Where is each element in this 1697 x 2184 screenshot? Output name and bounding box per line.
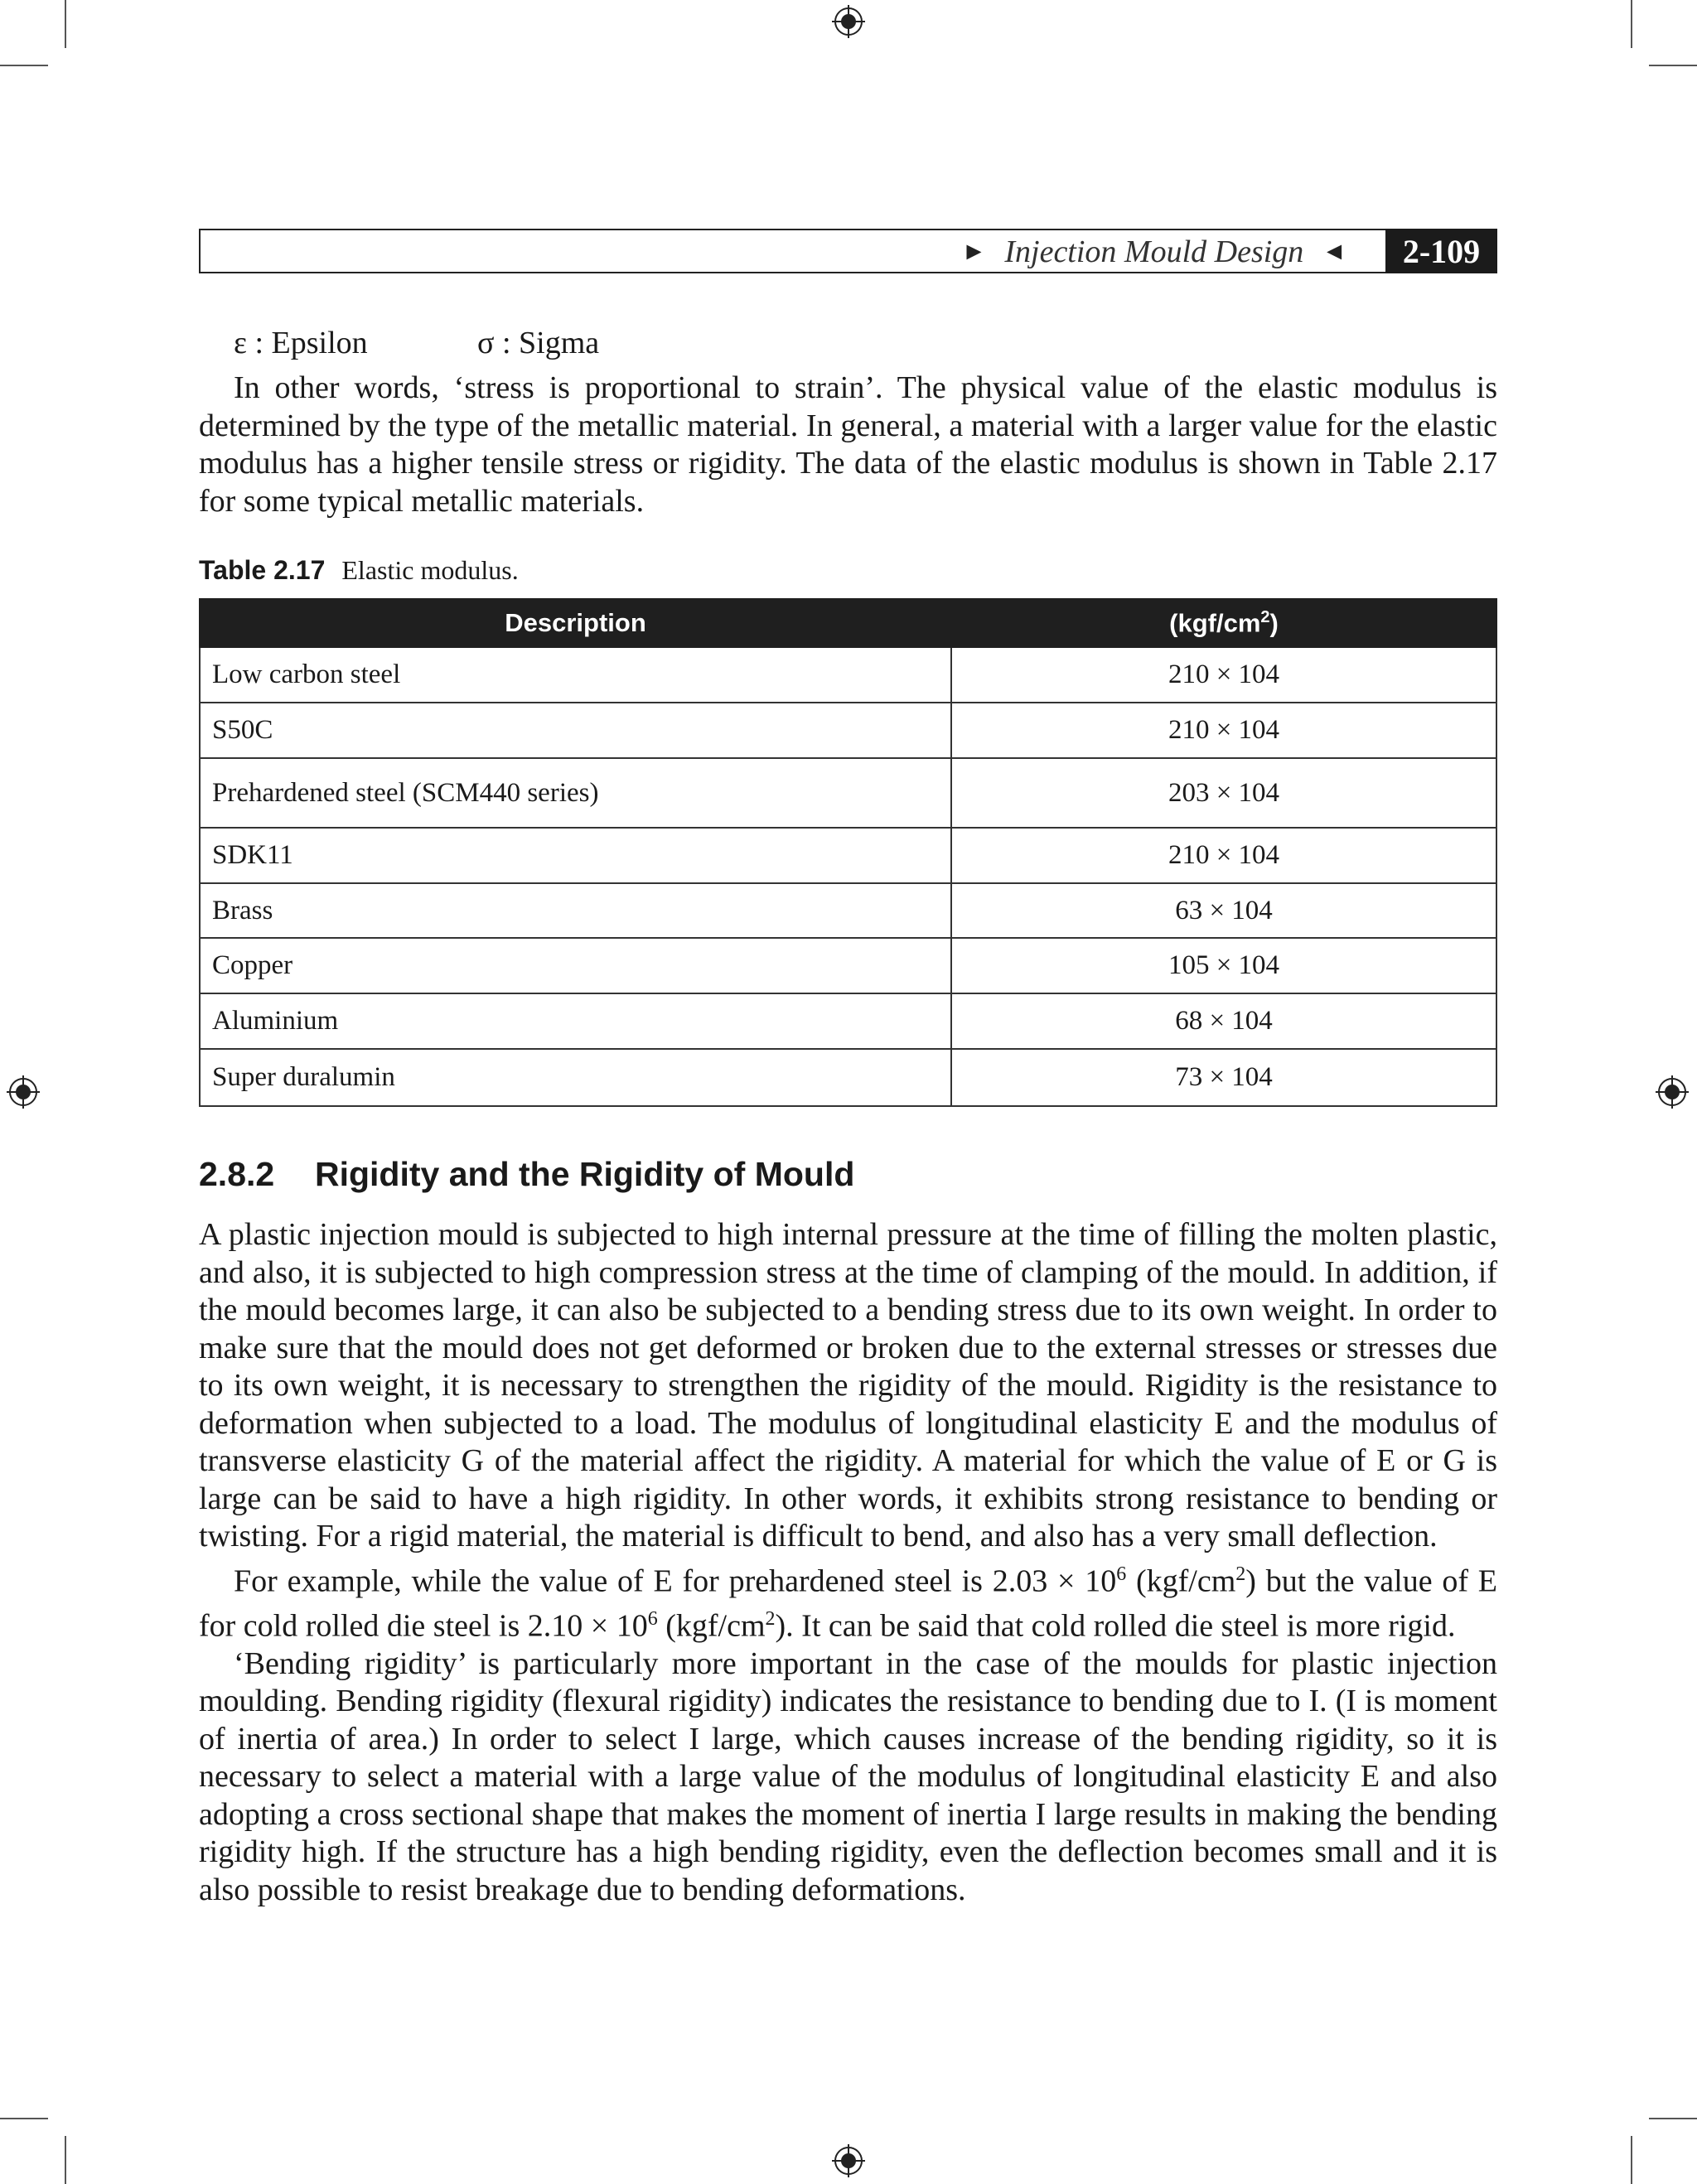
crop-mark [1649,65,1697,66]
row-description: Prehardened steel (SCM440 series) [200,758,951,828]
book-title: Injection Mould Design [1004,234,1304,269]
right-arrow-icon: ► [961,238,987,265]
row-description: Low carbon steel [200,647,951,703]
row-description: SDK11 [200,828,951,883]
crop-mark [1631,2136,1632,2184]
registration-mark-icon [7,1075,40,1109]
sigma-definition: σ : Sigma [477,326,600,360]
elastic-modulus-table [199,598,1497,1107]
section-heading [199,1155,1497,1194]
registration-mark-icon [1656,1075,1689,1109]
table-row [200,993,1496,1049]
row-description: Aluminium [200,993,951,1049]
running-header [199,229,1497,273]
row-value: 203 × 104 [951,758,1496,828]
crop-mark [65,0,66,48]
crop-mark [1649,2118,1697,2119]
paragraph-rigidity: A plastic injection mould is subjected to high internal pressure at the time of filling the molten plastic, and also, it is subjected to high compression stress at the time of clamping of the mould. In addition, if the mould becomes large, it can also be subjected to a bending stress due to its own weight. In order to make sure that the mould does not get deformed or broken due to the external stresses or stresses due to its own weight, it is necessary to strengthen the rigidity of the mould. Rigidity is the resistance to deformation when subjected to a load. The modulus of longitudinal elasticity E and the modulus of transverse elasticity G of the material affect the rigidity. A material for which the value of E or G is large can be said to have a high rigidity. In other words, it exhibits strong resistance to bending or twisting. For a rigid material, the material is difficult to bend, and also has a very small deflection. [199,1217,1497,1553]
page-number: 2-109 [1385,229,1497,273]
row-value: 210 × 104 [951,828,1496,883]
table-row [200,883,1496,938]
row-value: 210 × 104 [951,703,1496,758]
section-body [199,1216,1497,1909]
paragraph-bending-rigidity: ‘Bending rigidity’ is particularly more important in the case of the moulds for plastic injection moulding. Bending rigidity (flexural rigidity) indicates the resistance to bending due to I. (I is moment of inertia of area.) In order to select I large, which causes increase of the bending rigidity, so it is necessary to select a material with a large value of the modulus of longitudinal elasticity E and also adopting a cross sectional shape that makes the moment of inertia I large results in making the bending rigidity high. If the structure has a high bending rigidity, even the deflection becomes small and it is also possible to resist breakage due to bending deformations. [199,1645,1497,1907]
row-value: 210 × 104 [951,647,1496,703]
registration-mark-icon [832,2144,865,2177]
crop-mark [0,65,48,66]
epsilon-definition: ε : Epsilon [234,326,368,360]
row-value: 105 × 104 [951,938,1496,993]
intro-paragraph-block [199,370,1497,520]
row-description: Copper [200,938,951,993]
paragraph-example: For example, while the value of E for prehardened steel is $2.03 \times 10^6$ $(kgf/cm^2)$ but the value of E for cold rolled die steel is $2.10 \times 10^6$ $(kgf/cm^2)$. It can be said that cold rolled die steel is more rigid. [199,1563,1497,1644]
table-row [200,938,1496,993]
table-caption-text: Elastic modulus. [341,555,519,585]
intro-paragraph: In other words, ‘stress is proportional to strain’. The physical value of the elastic modulus is determined by the type of the metallic material. In general, a material with a larger value for the elastic modulus has a higher tensile stress or rigidity. The data of the elastic modulus is shown in Table 2.17 for some typical metallic materials. [199,370,1497,519]
row-value: 73 × 104 [951,1049,1496,1106]
left-arrow-icon: ◄ [1322,238,1346,265]
symbol-definitions [199,325,1497,366]
table-caption [199,555,1497,586]
section-number: 2.8.2 [199,1155,275,1193]
crop-mark [1631,0,1632,48]
crop-mark [0,2118,48,2119]
crop-mark [65,2136,66,2184]
table-label: Table 2.17 [199,555,326,585]
table-header-row [200,599,1496,647]
table-row [200,1049,1496,1106]
column-header-description: Description [200,599,951,647]
running-title [962,234,1346,270]
column-header-unit: $(kgf/cm^2)$ [951,599,1496,647]
registration-mark-icon [832,5,865,38]
table-row [200,647,1496,703]
row-description: Super duralumin [200,1049,951,1106]
row-description: S50C [200,703,951,758]
table-row [200,703,1496,758]
row-value: 63 × 104 [951,883,1496,938]
table-row [200,758,1496,828]
section-title: Rigidity and the Rigidity of Mould [315,1155,855,1193]
row-value: 68 × 104 [951,993,1496,1049]
row-description: Brass [200,883,951,938]
table-row [200,828,1496,883]
